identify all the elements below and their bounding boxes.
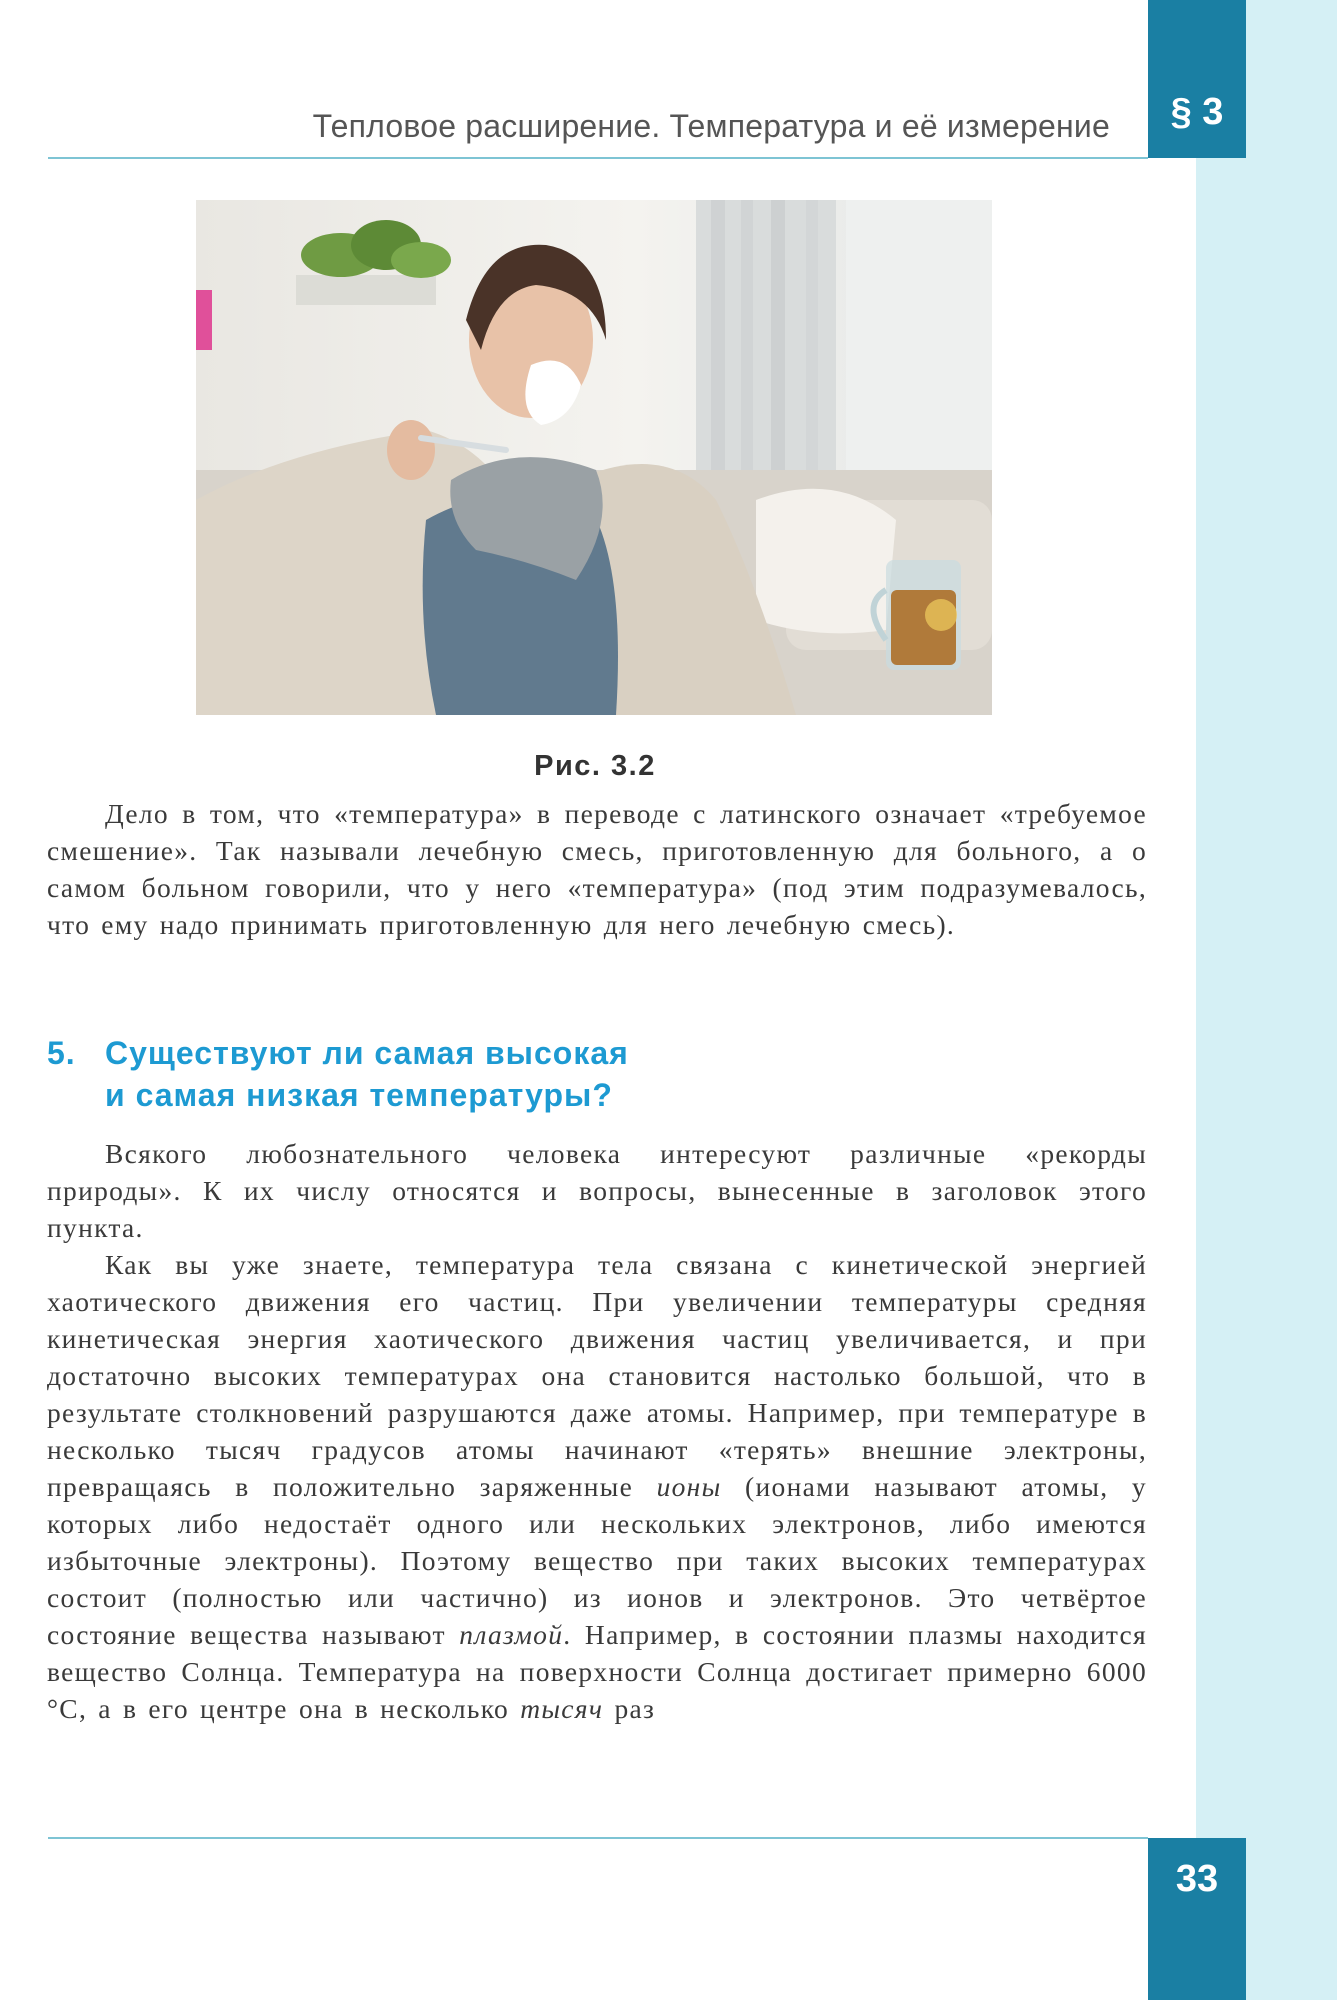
figure-photo (196, 200, 992, 715)
page-number: 33 (1175, 1858, 1219, 1900)
heading-line-1: Существуют ли самая высокая (105, 1035, 629, 1071)
paragraph-plasma (47, 1246, 1147, 1727)
running-header-title: Тепловое расширение. Температура и её измерение (312, 108, 1110, 144)
plasma-text-part-1: Как вы уже знаете, температура тела связана с кинетической энергией хаотического движения его частиц. При увеличении температуры средняя кинетическая энергия хаотического движения частиц увеличивается, и при достаточно высоких температурах она становится настолько большой, что в результате столкновений разрушаются даже атомы. Например, при температуре в несколько тысяч градусов атомы начинают «терять» внешние электроны, превращаясь в положительно заряженные (47, 1249, 1147, 1502)
header-rule (48, 157, 1148, 159)
plasma-text-part-4: раз (603, 1693, 656, 1724)
paragraph-temperature-etymology: Дело в том, что «температура» в переводе с латинского означает «требуемое смешение». Так называли лечебную смесь, приготовленную для больного, а о самом больном говорили, что у него «температура» (под этим подразумевалось, что ему надо принимать приготовленную для него лечебную смесь). (47, 798, 1147, 940)
woman-with-thermometer-illustration (196, 200, 992, 715)
term-thousand: тысяч (520, 1693, 604, 1724)
page-number-tab (1148, 1838, 1246, 2000)
term-ions: ионы (656, 1471, 722, 1502)
heading-number: 5. (47, 1035, 76, 1071)
term-plasma: плазмой (459, 1619, 564, 1650)
heading-line-2: и самая низкая температуры? (105, 1077, 613, 1113)
plasma-text-part-3: . Например, в состоянии плазмы находится вещество Солнца. Температура на поверхности Солнца достигает примерно 6000 °С, а в его центре она в несколько (47, 1619, 1147, 1724)
side-strip (1196, 0, 1337, 2000)
plasma-text-part-2: (ионами называют атомы, у которых либо недостаёт одного или нескольких электронов, либо имеются избыточные электроны). Поэтому вещество при таких высоких температурах состоит (полностью или частично) из ионов и электронов. Это четвёртое состояние вещества называют (47, 1471, 1147, 1650)
section-heading (47, 1032, 947, 1116)
paragraph-records-of-nature: Всякого любознательного человека интересуют различные «рекорды природы». К их числу относятся и вопросы, вынесенные в заголовок этого пункта. (47, 1138, 1147, 1243)
footer-rule (48, 1837, 1148, 1839)
tea-glass-icon (874, 560, 962, 670)
figure-caption: Рис. 3.2 (534, 750, 656, 782)
section-number: § 3 (1170, 91, 1224, 133)
section-tab (1148, 0, 1246, 158)
